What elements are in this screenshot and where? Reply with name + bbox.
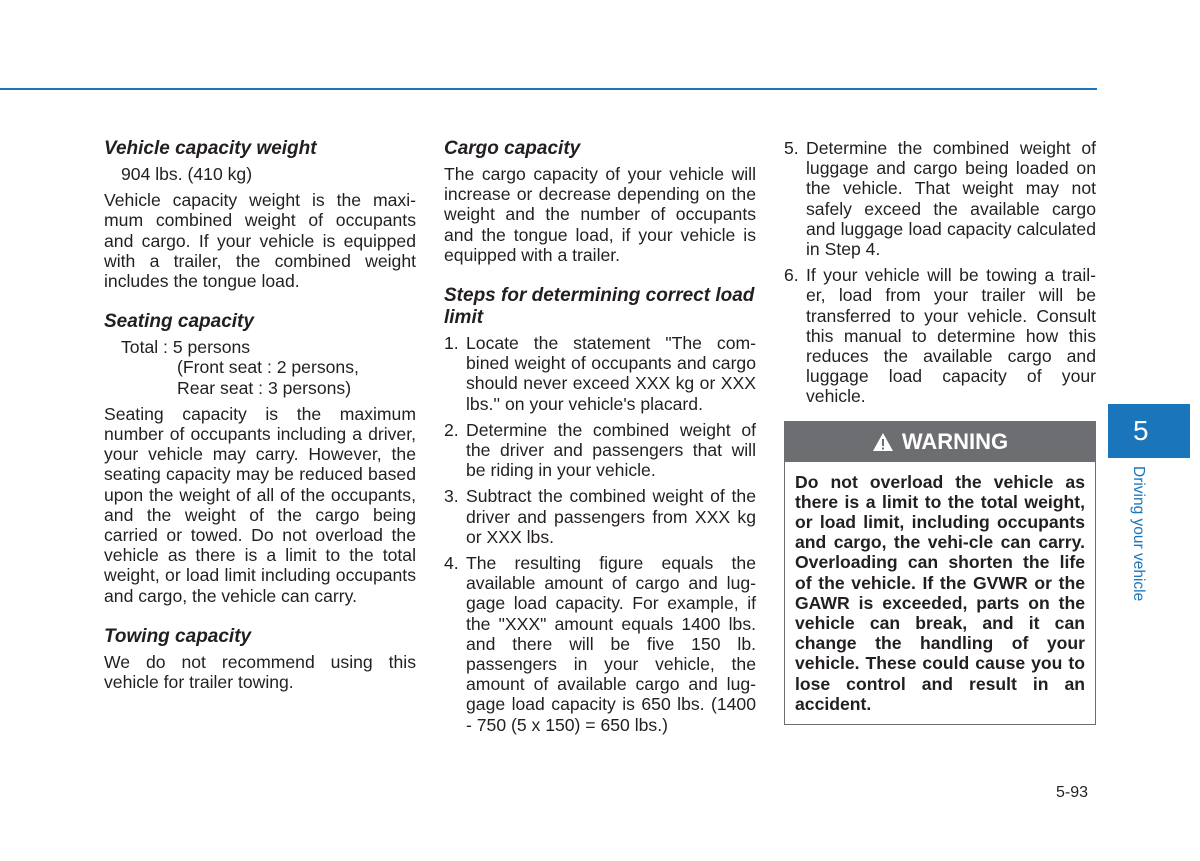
- seating-rear: Rear seat : 3 persons): [177, 377, 352, 398]
- column-right: [784, 138, 1096, 725]
- list-item: [784, 265, 1096, 406]
- list-item-text: The resulting figure equals the available amount of cargo and lug-gage load capacity. For example, if the "XXX" amount equals 1400 lbs. and there will be five 150 lb. passengers in your vehicle, the amount of available cargo and lug-gage load capacity is 650 lbs. (1400 - 750 (5 x 150) = 650 lbs.): [466, 553, 756, 735]
- towing-capacity-heading: Towing capacity: [104, 625, 252, 647]
- list-item: [444, 486, 756, 547]
- seating-capacity-heading: Seating capacity: [104, 311, 254, 333]
- chapter-tab: [1108, 404, 1190, 458]
- warning-triangle-icon: [872, 432, 894, 452]
- chapter-title: Driving your vehicle: [1130, 466, 1147, 602]
- list-item-text: If your vehicle will be towing a trail-er, load from your trailer will be transferred to your vehicle. Consult this manual to determine how this reduces the available cargo and luggage load capacity of your vehicle.: [806, 265, 1096, 407]
- cargo-capacity-text: The cargo capacity of your vehicle will increase or decrease depending on the weight and the number of occupants and the tongue load, if your vehicle is equipped with a trailer.: [444, 164, 756, 265]
- warning-title: WARNING: [901, 428, 1009, 454]
- seating-capacity-text: Seating capacity is the maximum number of occupants including a driver, your vehicle may carry. However, the seating capacity may be reduced based upon the weight of all of the occupants, and the weight of the cargo being carried or towed. Do not overload the vehicle as there is a limit to the total weight, or load limit including occupants and cargo, the vehicle can carry.: [104, 403, 416, 606]
- vehicle-capacity-value: 904 lbs. (410 kg): [121, 164, 253, 184]
- list-item: [444, 553, 756, 735]
- page-number: 5-93: [1056, 784, 1089, 801]
- vehicle-capacity-heading: Vehicle capacity weight: [104, 138, 317, 159]
- steps-list-continued: [784, 138, 1096, 407]
- towing-capacity-text: We do not recommend using this vehicle for trailer towing.: [104, 651, 416, 693]
- list-item-number: 3.: [444, 486, 459, 507]
- chapter-number: 5: [1133, 415, 1149, 446]
- warning-header: [785, 422, 1095, 462]
- list-item-text: Subtract the combined weight of the driver and passengers from XXX kg or XXX lbs.: [466, 486, 756, 547]
- column-middle: [444, 138, 756, 741]
- vehicle-capacity-text: Vehicle capacity weight is the maxi-mum combined weight of occupants and cargo. If your vehicle is equipped with a trailer, the combined weight includes the tongue load.: [104, 190, 416, 292]
- cargo-capacity-heading: Cargo capacity: [444, 138, 581, 159]
- list-item-text: Locate the statement "The com-bined weight of occupants and cargo should never exceed XXX kg or XXX lbs.'' on your vehicle's placard.: [466, 333, 756, 414]
- list-item: [444, 420, 756, 481]
- steps-heading: Steps for determining correct load limit: [444, 285, 755, 329]
- list-item-text: Determine the combined weight of the driver and passengers that will be riding in your vehicle.: [466, 419, 756, 481]
- list-item-number: 1.: [444, 333, 459, 354]
- steps-list: [444, 333, 756, 735]
- warning-box: [784, 421, 1096, 725]
- list-item-number: 4.: [444, 553, 459, 574]
- list-item-number: 5.: [784, 138, 799, 158]
- warning-text: Do not overload the vehicle as there is a limit to the total weight, or load limit, including occupants and cargo, the vehi-cle can carry. Overloading can shorten the life of the vehicle. If the GVWR or the GAWR is exceeded, parts on the vehicle can break, and it can change the handling of your vehicle. These could cause you to lose control and result in an accident.: [795, 471, 1085, 714]
- list-item-number: 6.: [784, 265, 799, 286]
- top-rule: [0, 88, 1097, 90]
- seating-total: Total : 5 persons: [121, 337, 251, 358]
- list-item-number: 2.: [444, 419, 459, 440]
- list-item: [444, 333, 756, 414]
- list-item: [784, 138, 1096, 259]
- list-item-text: Determine the combined weight of luggage and cargo being loaded on the vehicle. That weight may not safely exceed the available cargo and luggage load capacity calculated in Step 4.: [806, 138, 1096, 260]
- column-left: [104, 138, 416, 692]
- seating-front: (Front seat : 2 persons,: [177, 357, 359, 378]
